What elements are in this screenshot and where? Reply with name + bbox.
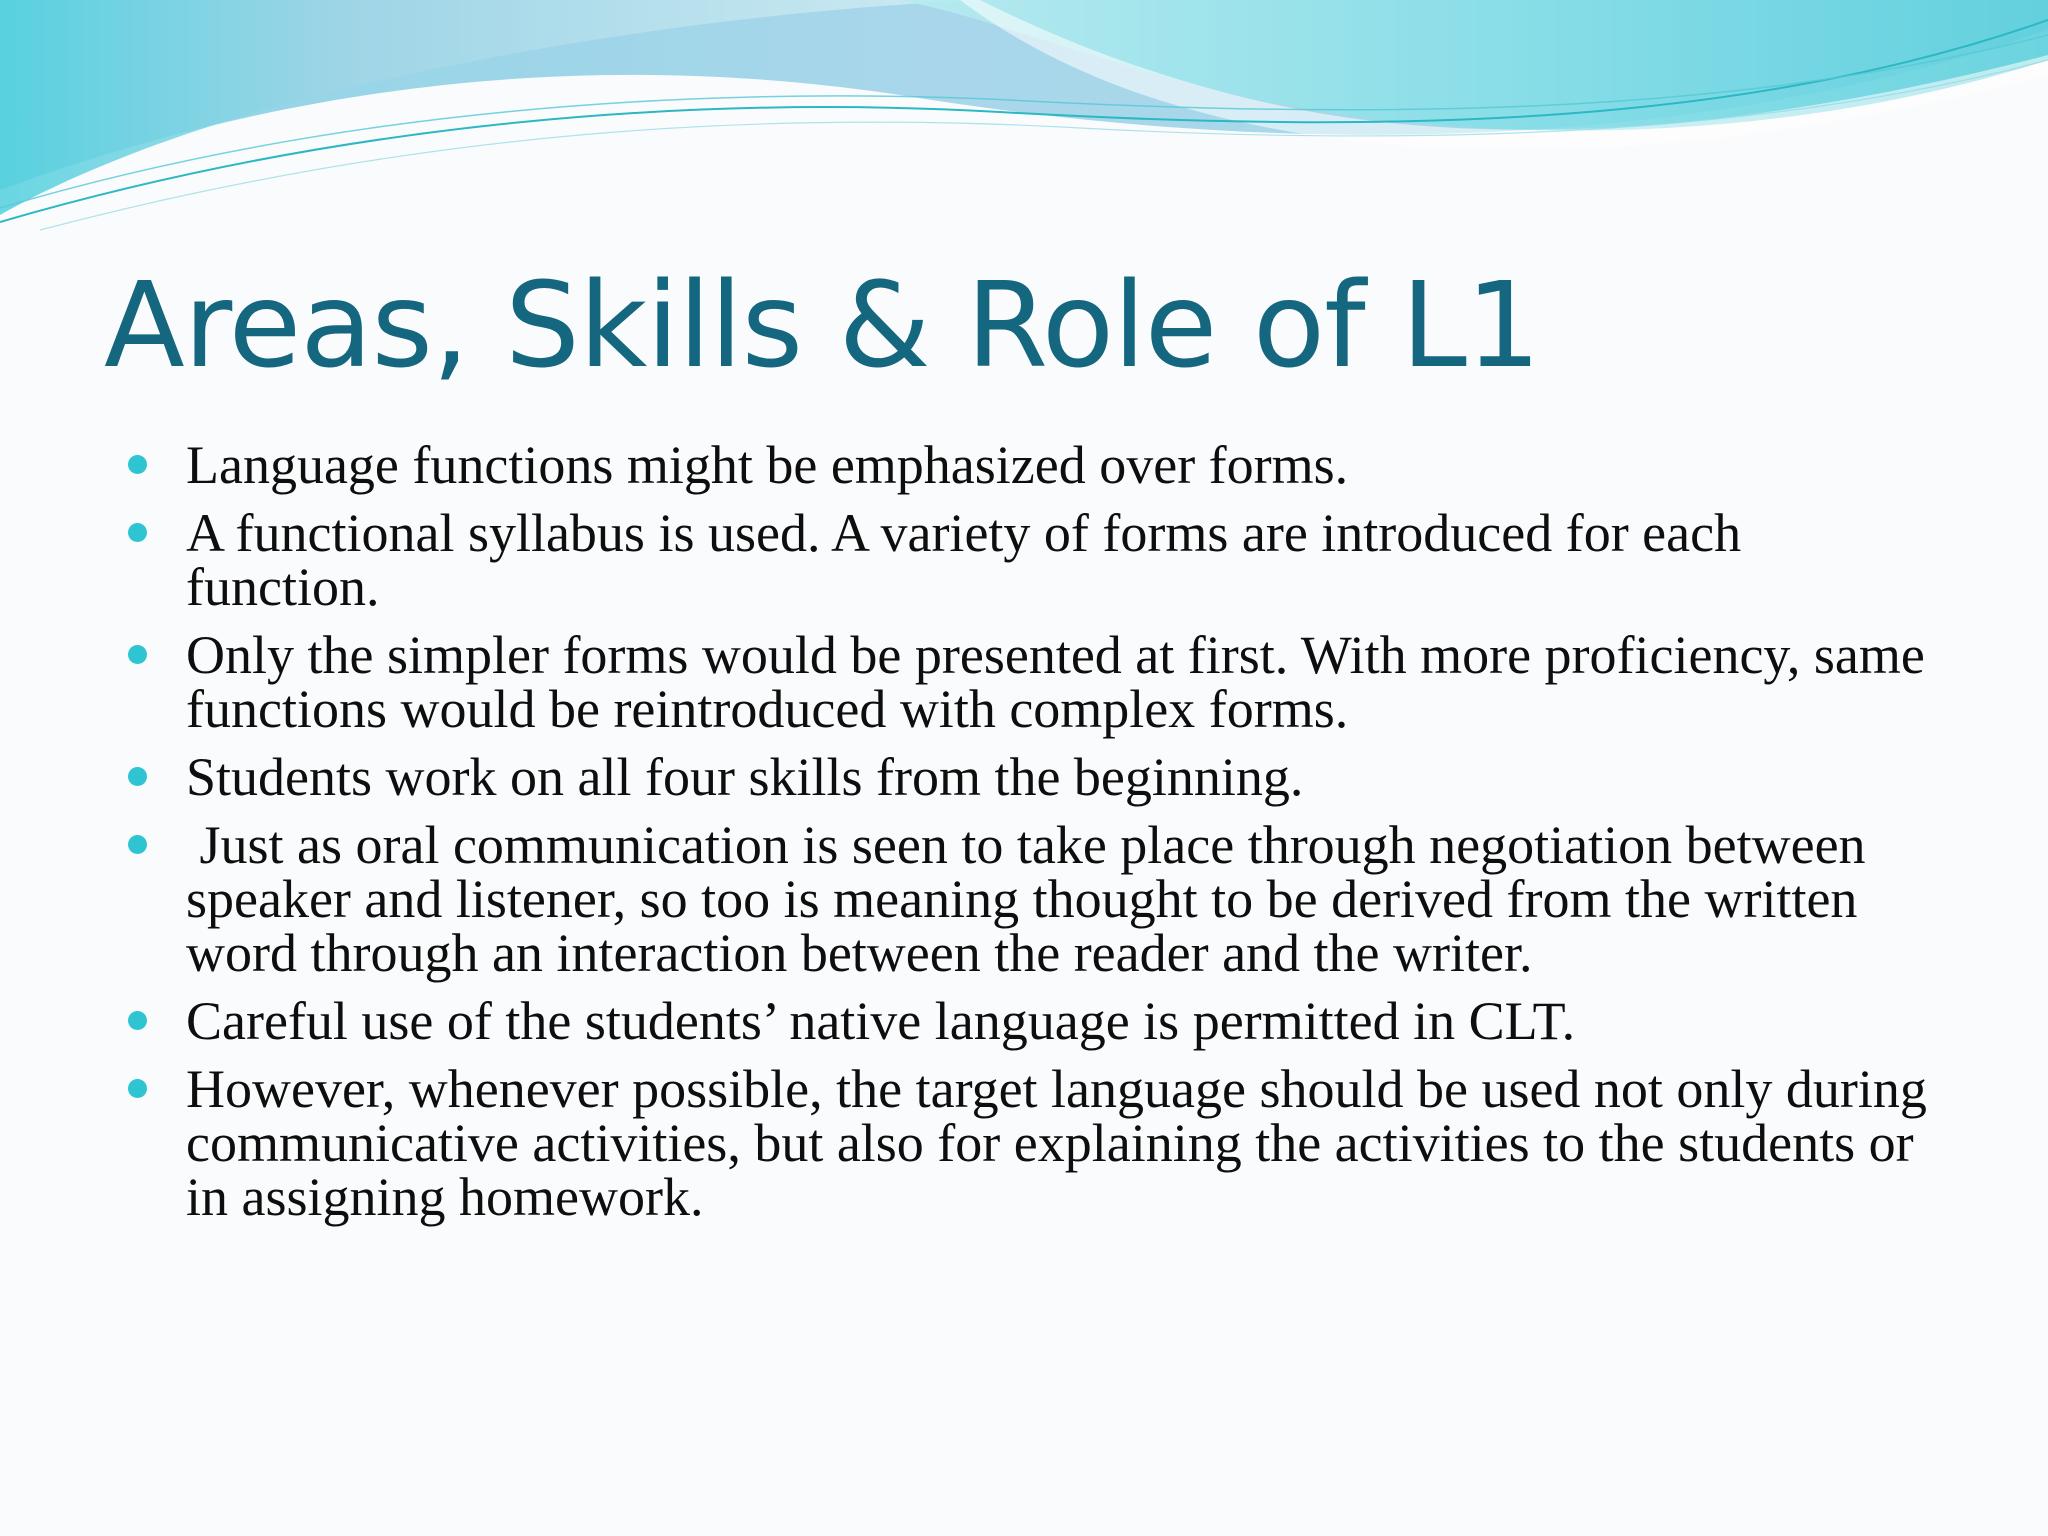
bullet-item-simpler-forms xyxy=(128,625,1948,739)
bullet-text: However, whenever possible, the target language should be used not only during communicative activities, but also for explaining the activities to the students or in assigning homework. xyxy=(186,1059,1927,1227)
slide-title: Areas, Skills & Role of L1 xyxy=(104,256,1540,394)
bullet-dot-icon xyxy=(128,523,147,542)
bullet-dot-icon xyxy=(128,767,147,786)
bullet-item-native-language xyxy=(128,991,1948,1051)
bullet-item-functions-over-forms xyxy=(128,435,1948,495)
bullet-dot-icon xyxy=(128,1079,147,1098)
bullet-text: Language functions might be emphasized over forms. xyxy=(186,435,1349,495)
bullet-item-four-skills xyxy=(128,747,1948,807)
bullet-dot-icon xyxy=(128,835,147,854)
bullet-dot-icon xyxy=(128,645,147,664)
bullet-text: Only the simpler forms would be presented at first. With more proficiency, same functions would be reintroduced with complex forms. xyxy=(186,625,1925,739)
bullet-item-functional-syllabus xyxy=(128,503,1948,617)
bullet-text: Careful use of the students’ native language is permitted in CLT. xyxy=(186,991,1576,1051)
bullet-dot-icon xyxy=(128,455,147,474)
bullet-item-negotiation-of-meaning xyxy=(128,815,1948,983)
bullet-item-target-language xyxy=(128,1059,1948,1227)
bullet-text: Students work on all four skills from the beginning. xyxy=(186,747,1304,807)
wave-header-decoration xyxy=(0,0,2048,240)
bullet-text: A functional syllabus is used. A variety of forms are introduced for each function. xyxy=(186,503,1742,617)
bullet-dot-icon xyxy=(128,1011,147,1030)
bullet-text: Just as oral communication is seen to take place through negotiation between speaker and listener, so too is meaning thought to be derived from the written word through an interaction between the reader and the writer. xyxy=(186,815,1880,983)
bullet-list xyxy=(128,435,1948,1238)
